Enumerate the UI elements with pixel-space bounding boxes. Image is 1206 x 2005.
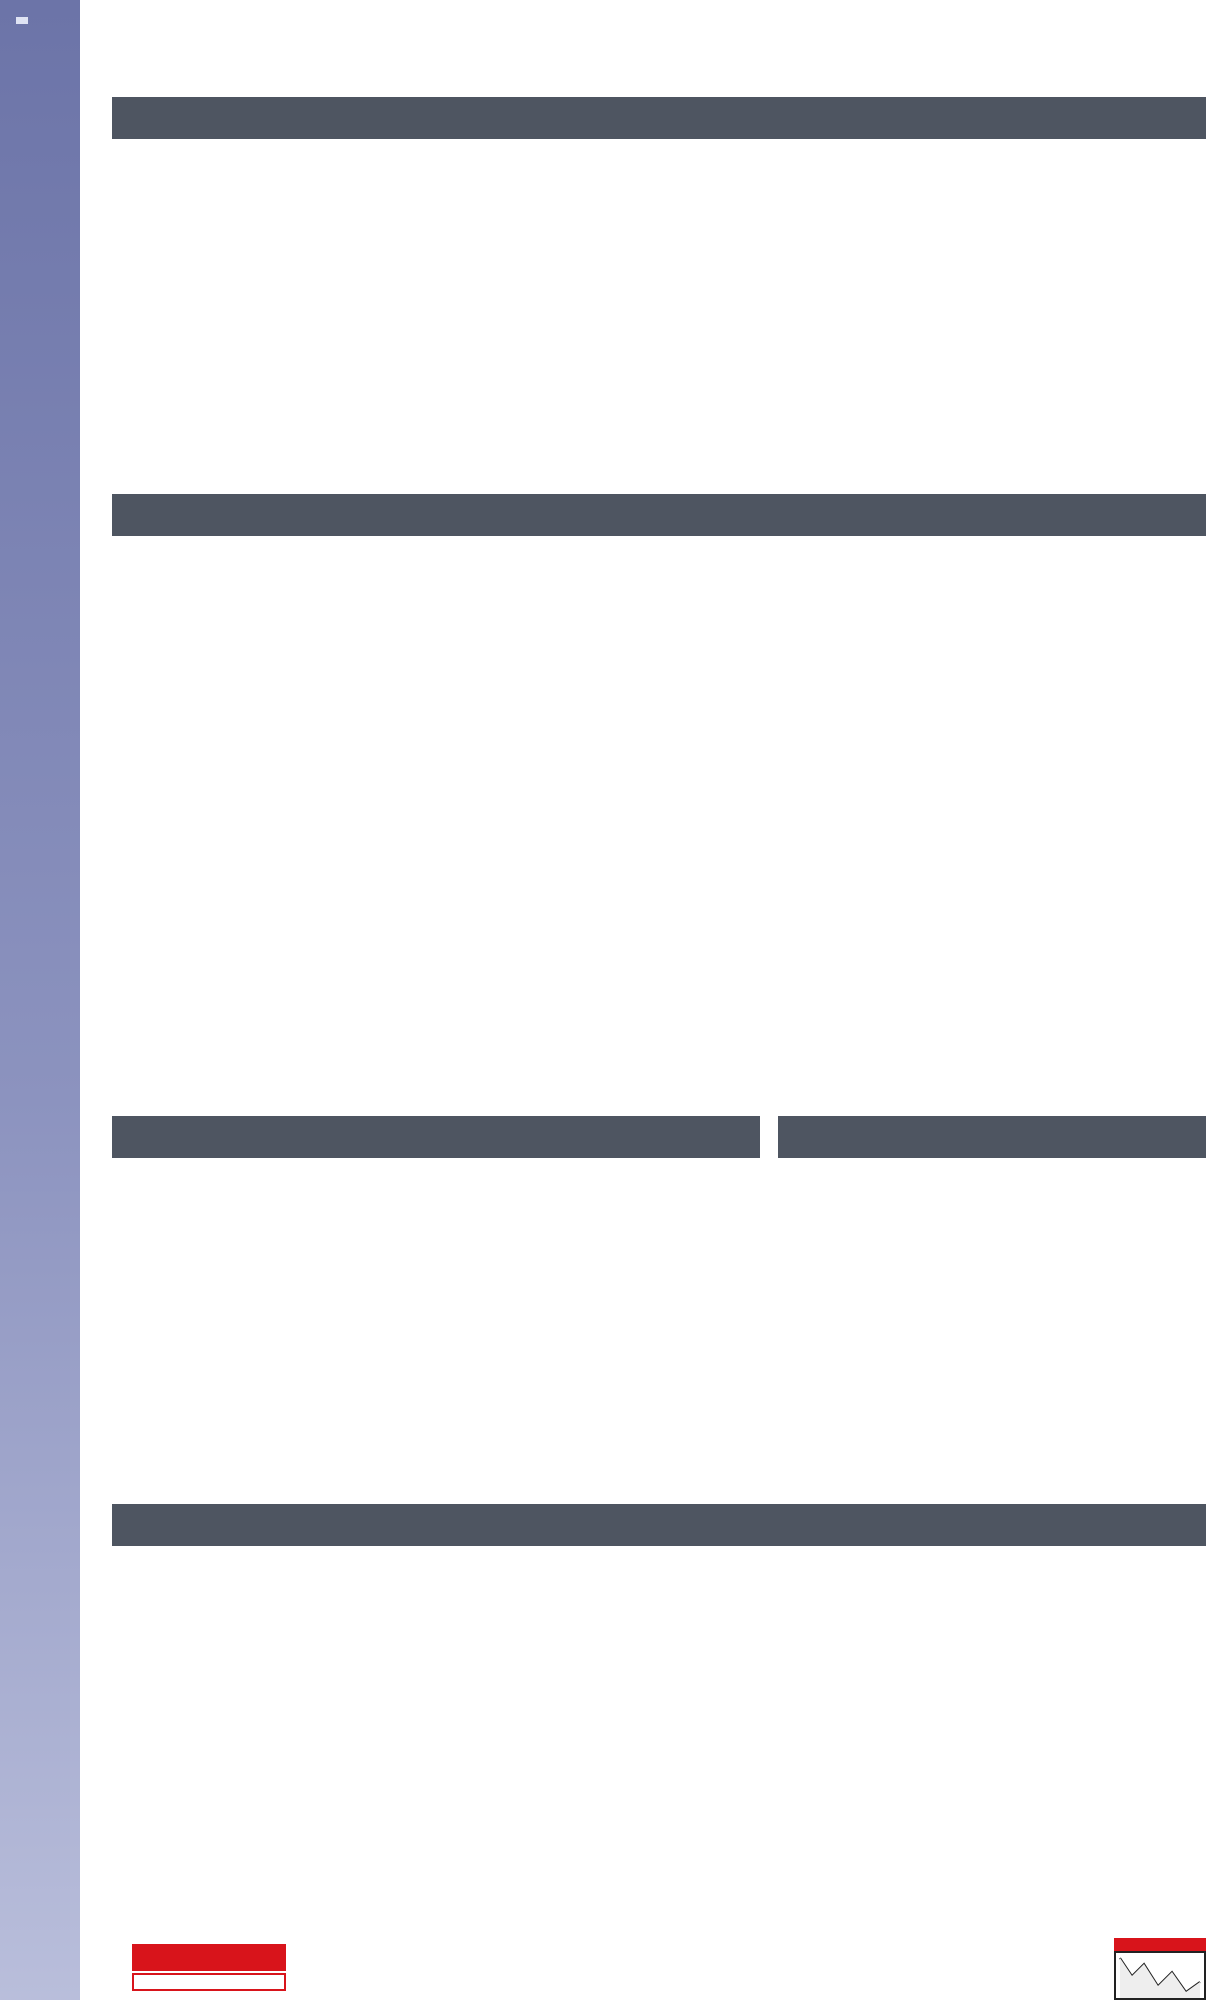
band-recambios [112,494,1206,536]
bauhaus-logo [132,1944,286,1992]
best-price-badge [1114,1938,1206,2000]
brand-name [132,1944,286,1971]
flag-icon [16,17,28,24]
band-minirrodillos [112,97,1206,139]
section-label [22,100,52,180]
section-sidebar [0,0,80,2000]
band-rugosas [112,1116,760,1158]
band-lisas [112,1504,1206,1546]
band-alargos [778,1116,1206,1158]
brand-sub [132,1973,286,1991]
